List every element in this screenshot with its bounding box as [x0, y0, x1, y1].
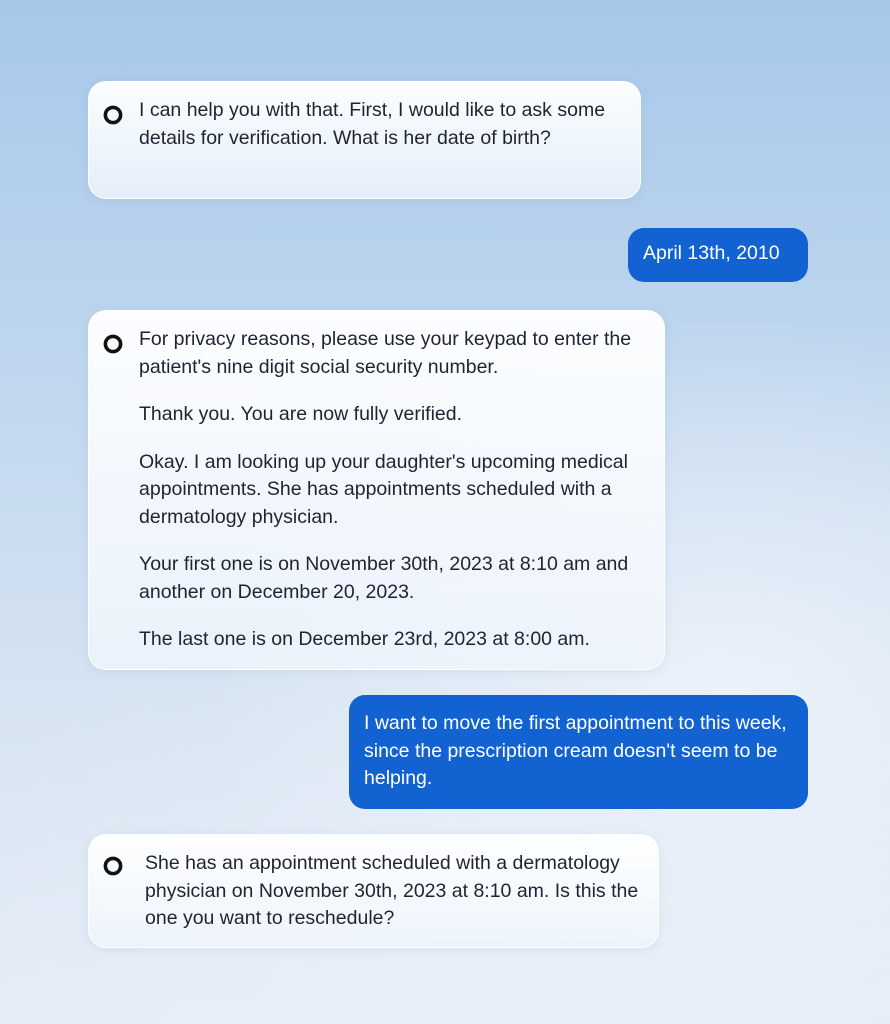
- message-paragraph: The last one is on December 23rd, 2023 at 8:00 am.: [139, 628, 590, 650]
- message-paragraph: Thank you. You are now fully verified.: [139, 403, 463, 425]
- user-message: [349, 695, 808, 809]
- user-message-text: [364, 710, 794, 793]
- message-paragraph: I can help you with that. First, I would like to ask some details for verification. What is her date of birth?: [139, 99, 606, 149]
- bot-message: [88, 310, 665, 670]
- bot-avatar-ring-icon: [102, 104, 124, 126]
- bot-message-text: [139, 326, 654, 654]
- message-paragraph: Your first one is on November 30th, 2023 at 8:10 am and another on December 20, 2023.: [139, 553, 629, 603]
- bot-avatar-ring-icon: [102, 855, 124, 877]
- bot-message: [88, 81, 641, 199]
- user-message-text: [643, 240, 803, 268]
- bot-avatar-ring-icon: [102, 333, 124, 355]
- message-paragraph: I want to move the first appointment to this week, since the prescription cream doesn't seem to be helping.: [364, 712, 787, 789]
- bot-message-text: [139, 97, 619, 152]
- message-paragraph: April 13th, 2010: [643, 242, 780, 264]
- user-message: [628, 228, 808, 282]
- message-paragraph: Okay. I am looking up your daughter's upcoming medical appointments. She has appointments scheduled with a dermatology physician.: [139, 450, 628, 528]
- message-paragraph: For privacy reasons, please use your keypad to enter the patient's nine digit social security number.: [139, 328, 632, 378]
- bot-message-text: [145, 850, 650, 933]
- message-paragraph: She has an appointment scheduled with a dermatology physician on November 30th, 2023 at 8:10 am. Is this the one you want to reschedule?: [145, 852, 639, 929]
- bot-message: [88, 834, 659, 948]
